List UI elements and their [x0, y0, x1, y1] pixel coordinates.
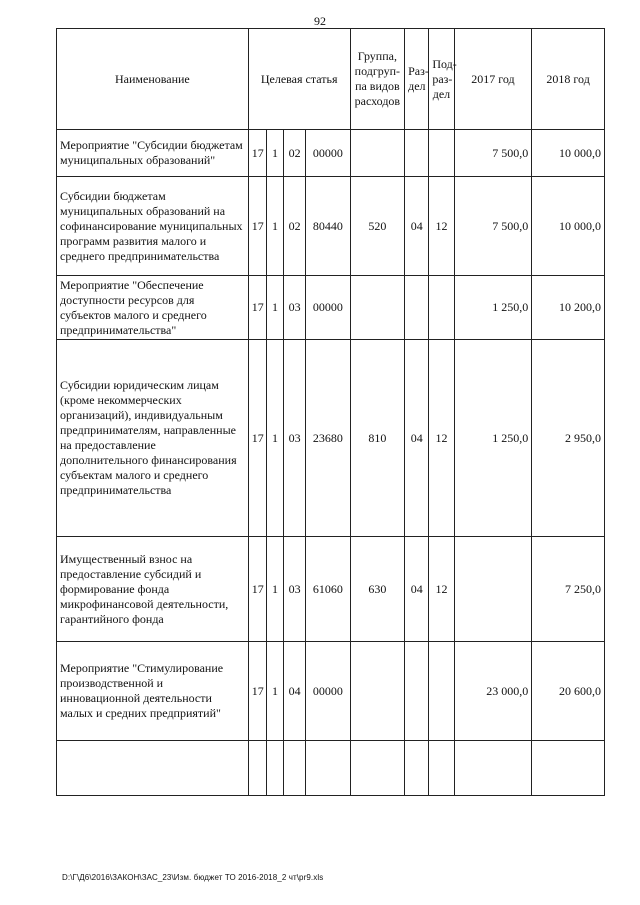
header-target-article: Целевая статья	[248, 29, 350, 130]
amount-2018: 2 950,0	[532, 340, 605, 537]
code-program: 17	[248, 177, 266, 276]
amount-2018: 7 250,0	[532, 537, 605, 642]
section	[405, 642, 429, 741]
amount-2017: 1 250,0	[454, 276, 532, 340]
code-event: 03	[284, 537, 306, 642]
code-subprogram: 1	[266, 537, 283, 642]
row-name: Субсидии бюджетам муниципальных образований на софинансирование муниципальных программ развития малого и среднего предпринимательства	[57, 177, 249, 276]
code-event: 03	[284, 340, 306, 537]
table-row	[57, 130, 605, 177]
subsection: 12	[429, 537, 454, 642]
amount-2017: 7 500,0	[454, 130, 532, 177]
code-direction: 80440	[306, 177, 350, 276]
row-name	[57, 741, 249, 796]
code-direction: 00000	[306, 642, 350, 741]
row-name: Имущественный взнос на предоставление субсидий и формирование фонда микрофинансовой деятельности, гарантийного фонда	[57, 537, 249, 642]
code-event: 02	[284, 177, 306, 276]
subsection	[429, 741, 454, 796]
header-subsection: Под-раз-дел	[429, 29, 454, 130]
table-row	[57, 537, 605, 642]
expense-group	[350, 276, 404, 340]
expense-group: 810	[350, 340, 404, 537]
header-year-2017: 2017 год	[454, 29, 532, 130]
code-subprogram: 1	[266, 276, 283, 340]
subsection	[429, 642, 454, 741]
section	[405, 741, 429, 796]
section	[405, 276, 429, 340]
header-expense-group: Группа, подгруп-па видов расходов	[350, 29, 404, 130]
table-row	[57, 177, 605, 276]
code-program: 17	[248, 276, 266, 340]
code-direction: 00000	[306, 276, 350, 340]
expense-group	[350, 642, 404, 741]
code-event: 02	[284, 130, 306, 177]
expense-group: 630	[350, 537, 404, 642]
amount-2018: 20 600,0	[532, 642, 605, 741]
subsection: 12	[429, 340, 454, 537]
subsection	[429, 130, 454, 177]
amount-2017: 1 250,0	[454, 340, 532, 537]
expense-group: 520	[350, 177, 404, 276]
table-row	[57, 340, 605, 537]
amount-2018: 10 000,0	[532, 130, 605, 177]
code-subprogram	[266, 741, 283, 796]
page-number: 92	[314, 14, 326, 28]
code-direction: 23680	[306, 340, 350, 537]
code-program	[248, 741, 266, 796]
expense-group	[350, 130, 404, 177]
row-name: Мероприятие "Обеспечение доступности ресурсов для субъектов малого и среднего предпринимательства"	[57, 276, 249, 340]
subsection: 12	[429, 177, 454, 276]
section	[405, 130, 429, 177]
header-name: Наименование	[57, 29, 249, 130]
amount-2018: 10 200,0	[532, 276, 605, 340]
row-name: Мероприятие "Субсидии бюджетам муниципальных образований"	[57, 130, 249, 177]
section: 04	[405, 340, 429, 537]
code-subprogram: 1	[266, 130, 283, 177]
table-row	[57, 276, 605, 340]
code-event: 04	[284, 642, 306, 741]
code-event	[284, 741, 306, 796]
code-direction: 00000	[306, 130, 350, 177]
code-subprogram: 1	[266, 642, 283, 741]
amount-2017	[454, 537, 532, 642]
amount-2018: 10 000,0	[532, 177, 605, 276]
code-direction	[306, 741, 350, 796]
table-row	[57, 741, 605, 796]
row-name: Субсидии юридическим лицам (кроме некоммерческих организаций), индивидуальным предпринимателям, направленные на предоставление дополнительного финансирования субъектам малого и среднего предпринимательства	[57, 340, 249, 537]
code-subprogram: 1	[266, 340, 283, 537]
code-direction: 61060	[306, 537, 350, 642]
amount-2018	[532, 741, 605, 796]
code-subprogram: 1	[266, 177, 283, 276]
table-row	[57, 642, 605, 741]
header-section: Раз-дел	[405, 29, 429, 130]
subsection	[429, 276, 454, 340]
code-program: 17	[248, 340, 266, 537]
amount-2017: 7 500,0	[454, 177, 532, 276]
amount-2017: 23 000,0	[454, 642, 532, 741]
code-program: 17	[248, 642, 266, 741]
row-name: Мероприятие "Стимулирование производственной и инновационной деятельности малых и средних предприятий"	[57, 642, 249, 741]
amount-2017	[454, 741, 532, 796]
expense-group	[350, 741, 404, 796]
section: 04	[405, 537, 429, 642]
budget-table	[56, 28, 605, 796]
header-year-2018: 2018 год	[532, 29, 605, 130]
section: 04	[405, 177, 429, 276]
table-header-row	[57, 29, 605, 130]
code-program: 17	[248, 537, 266, 642]
code-event: 03	[284, 276, 306, 340]
file-path-footer: D:\Г\Д6\2016\ЗАКОН\ЗАС_23\Изм. бюджет ТО 2016-2018_2 чт\pr9.xls	[62, 873, 324, 882]
code-program: 17	[248, 130, 266, 177]
